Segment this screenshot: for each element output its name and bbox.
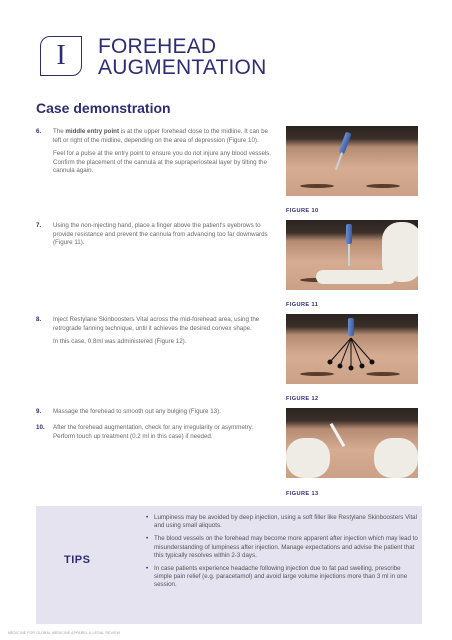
tip-item: • In case patients experience headache following injection due to fat pad swelling, prescribe simple pain relief (e.g. paracetamol) and avoid large volume injections more than 3 ml in one session.	[146, 565, 418, 590]
tips-heading: TIPS	[64, 554, 91, 566]
fanning-arrows-icon	[286, 314, 418, 384]
step-number: 9.	[36, 408, 42, 415]
step-paragraph: In this case, 0.8ml was administered (Figure 12).	[53, 338, 187, 346]
step-7	[36, 222, 274, 253]
figure-11-photo	[286, 220, 418, 290]
figure-caption: FIGURE 10	[286, 208, 319, 214]
page-title-line1: FOREHEAD	[98, 35, 217, 58]
figure-12-photo	[286, 314, 418, 384]
step-paragraph: After the forehead augmentation, check for any irregularity or asymmetry. Perform touch up treatment (0.2 ml in this case) if needed.	[53, 424, 254, 440]
step-paragraph: Using the non-injecting hand, place a finger above the patient's eyebrows to provide resistance and prevent the cannula from advancing too far downwards (Figure 11).	[53, 222, 268, 247]
gloved-hand-shape	[374, 438, 418, 478]
step-paragraph: Feel for a pulse at the entry point to ensure you do not injure any blood vessels. Confirm the placement of the cannula at the supraperiosteal layer by tilting the cannula again.	[53, 150, 272, 175]
gloved-hand-shape	[286, 438, 330, 478]
step-text-bold: middle entry point	[65, 128, 120, 135]
step-number: 6.	[36, 128, 42, 135]
step-paragraph: Inject Restylane Skinboosters Vital across the mid-forehead area, using the retrograde fanning technique, until it achieves the desired convex shape.	[53, 316, 260, 332]
step-paragraph	[53, 128, 274, 145]
figure-13-photo	[286, 408, 418, 478]
page-title-line2: AUGMENTATION	[98, 56, 267, 79]
step-number: 7.	[36, 222, 42, 229]
syringe-shape	[346, 224, 352, 244]
figure-caption: FIGURE 12	[286, 396, 319, 402]
figure-10-photo	[286, 126, 418, 196]
figure-caption: FIGURE 11	[286, 302, 319, 308]
step-8	[36, 316, 274, 352]
cotton-swab-shape	[330, 423, 346, 447]
step-paragraph: Massage the forehead to smooth out any bulging (Figure 13).	[53, 408, 221, 415]
step-9	[36, 408, 274, 422]
eyebrow-shape	[366, 184, 400, 188]
page-footer: MEDICINE FOR GLOBAL MEDICINE APPAREL & LEGAL REVIEW	[8, 631, 121, 635]
cannula-shape	[348, 244, 350, 266]
step-text: is at the upper forehead close to the midline. It can be left or right of the midline, depending on the area of depression (Figure 10).	[53, 128, 268, 144]
step-10	[36, 424, 274, 446]
step-number: 10.	[36, 424, 45, 431]
page-title	[98, 36, 338, 78]
step-6	[36, 128, 274, 181]
tips-list	[146, 514, 418, 595]
figure-caption: FIGURE 13	[286, 491, 319, 497]
section-heading: Case demonstration	[36, 100, 171, 116]
step-number: 8.	[36, 316, 42, 323]
cannula-shape	[335, 152, 343, 170]
gloved-finger-shape	[316, 270, 396, 284]
chapter-number-badge: I	[40, 36, 82, 76]
tip-item: • The blood vessels on the forehead may become more apparent after injection which may lead to misunderstanding of lumpiness after injection. Manage expectations and advise the patient that this typically resolves within 2-3 days.	[146, 535, 418, 560]
step-text: The	[53, 128, 66, 135]
eyebrow-shape	[300, 184, 334, 188]
tip-item: • Lumpiness may be avoided by deep injection, using a soft filler like Restylane Skinboosters Vital and using small aliquots.	[146, 514, 418, 530]
